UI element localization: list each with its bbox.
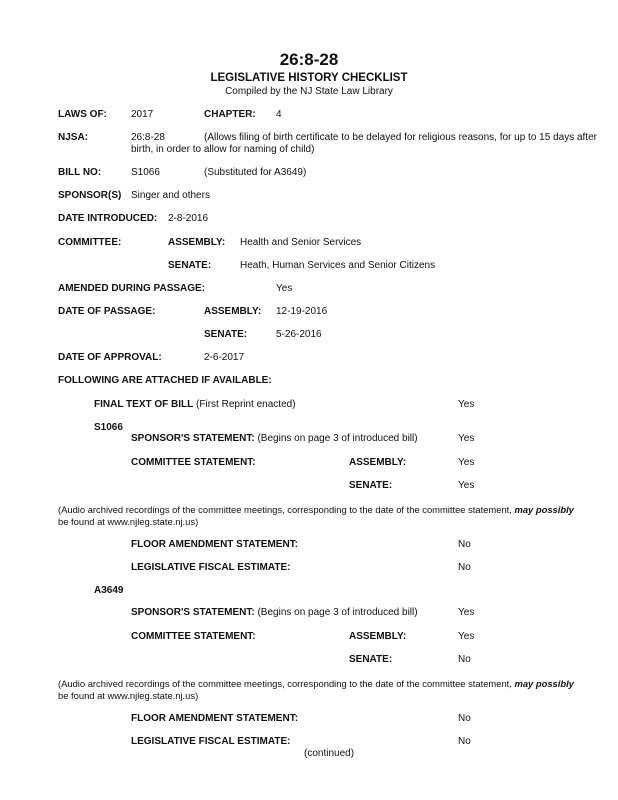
s1066-floor-value: No: [458, 539, 471, 550]
s1066-committee-label: COMMITTEE STATEMENT:: [131, 457, 256, 468]
section-number: 26:8-28: [279, 50, 339, 69]
date-of-approval-label: DATE OF APPROVAL:: [58, 352, 162, 363]
a3649-fiscal-value: No: [458, 736, 471, 747]
s1066-committee-senate-value: Yes: [458, 480, 475, 491]
final-text-label: FINAL TEXT OF BILL: [94, 399, 194, 410]
a3649-audio-text: (Audio archived recordings of the committee meetings, corresponding to the date of the committee statement,: [58, 678, 512, 689]
njsa-label: NJSA:: [58, 132, 89, 143]
a3649-floor-value: No: [458, 713, 471, 724]
committee-label: COMMITTEE:: [58, 237, 122, 248]
s1066-sponsor-value: Yes: [458, 433, 475, 444]
a3649-audio-note-line2: be found at www.njleg.state.nj.us): [58, 690, 199, 701]
committee-senate-label: SENATE:: [168, 260, 212, 271]
chapter-label: CHAPTER:: [204, 109, 256, 120]
a3649-committee-assembly-value: Yes: [458, 631, 475, 642]
continued-note: (continued): [304, 748, 355, 759]
s1066-sponsor-label: SPONSOR'S STATEMENT:: [131, 433, 255, 444]
a3649-sponsor-note: (Begins on page 3 of introduced bill): [257, 607, 418, 618]
njsa-description-line1: (Allows filing of birth certificate to be delayed for religious reasons, for up to 15 days after: [204, 132, 597, 143]
a3649-floor-label: FLOOR AMENDMENT STATEMENT:: [131, 713, 299, 724]
committee-assembly-label: ASSEMBLY:: [168, 237, 226, 248]
laws-of-value: 2017: [131, 109, 154, 120]
s1066-sponsor-row: [131, 433, 418, 445]
laws-of-label: LAWS OF:: [58, 109, 107, 120]
final-text-note: (First Reprint enacted): [196, 399, 296, 410]
a3649-committee-label: COMMITTEE STATEMENT:: [131, 631, 256, 642]
s1066-sponsor-note: (Begins on page 3 of introduced bill): [257, 433, 418, 444]
s1066-audio-note-line1: [58, 504, 574, 516]
page-title: LEGISLATIVE HISTORY CHECKLIST: [210, 72, 408, 84]
bill-substitution-note: (Substituted for A3649): [204, 167, 307, 178]
s1066-committee-assembly-value: Yes: [458, 457, 475, 468]
s1066-fiscal-value: No: [458, 562, 471, 573]
bill-no-value: S1066: [131, 167, 160, 178]
sponsors-value: Singer and others: [131, 190, 210, 201]
s1066-fiscal-label: LEGISLATIVE FISCAL ESTIMATE:: [131, 562, 291, 573]
a3649-committee-assembly-label: ASSEMBLY:: [349, 631, 407, 642]
attached-heading: FOLLOWING ARE ATTACHED IF AVAILABLE:: [58, 375, 272, 386]
bill-no-label: BILL NO:: [58, 167, 102, 178]
a3649-committee-senate-label: SENATE:: [349, 654, 393, 665]
amended-value: Yes: [276, 283, 293, 294]
date-introduced-value: 2-8-2016: [168, 213, 209, 224]
chapter-value: 4: [276, 109, 282, 120]
s1066-bill-label: S1066: [94, 422, 123, 433]
s1066-floor-label: FLOOR AMENDMENT STATEMENT:: [131, 539, 299, 550]
njsa-description-line2: birth, in order to allow for naming of child): [131, 144, 315, 155]
a3649-fiscal-label: LEGISLATIVE FISCAL ESTIMATE:: [131, 736, 291, 747]
date-of-approval-value: 2-6-2017: [204, 352, 245, 363]
s1066-committee-senate-label: SENATE:: [349, 480, 393, 491]
amended-label: AMENDED DURING PASSAGE:: [58, 283, 206, 294]
s1066-audio-note-line2: be found at www.njleg.state.nj.us): [58, 516, 199, 527]
sponsors-label: SPONSOR(S): [58, 190, 122, 201]
date-introduced-label: DATE INTRODUCED:: [58, 213, 158, 224]
a3649-sponsor-label: SPONSOR'S STATEMENT:: [131, 607, 255, 618]
s1066-committee-assembly-label: ASSEMBLY:: [349, 457, 407, 468]
a3649-audio-emphasis: may possibly: [514, 678, 574, 689]
committee-assembly-value: Health and Senior Services: [240, 237, 362, 248]
s1066-audio-emphasis: may possibly: [514, 504, 574, 515]
a3649-sponsor-row: [131, 607, 418, 619]
a3649-sponsor-value: Yes: [458, 607, 475, 618]
s1066-audio-text: (Audio archived recordings of the committee meetings, corresponding to the date of the committee statement,: [58, 504, 512, 515]
passage-assembly-label: ASSEMBLY:: [204, 306, 262, 317]
passage-senate-label: SENATE:: [204, 329, 248, 340]
a3649-audio-note-line1: [58, 678, 574, 690]
final-text-value: Yes: [458, 399, 475, 410]
njsa-value: 26:8-28: [131, 132, 165, 143]
final-text-row: [94, 399, 296, 411]
a3649-bill-label: A3649: [94, 585, 124, 596]
compiled-by: Compiled by the NJ State Law Library: [225, 86, 393, 97]
passage-assembly-value: 12-19-2016: [276, 306, 328, 317]
a3649-committee-senate-value: No: [458, 654, 471, 665]
committee-senate-value: Heath, Human Services and Senior Citizens: [240, 260, 436, 271]
date-of-passage-label: DATE OF PASSAGE:: [58, 306, 156, 317]
passage-senate-value: 5-26-2016: [276, 329, 322, 340]
